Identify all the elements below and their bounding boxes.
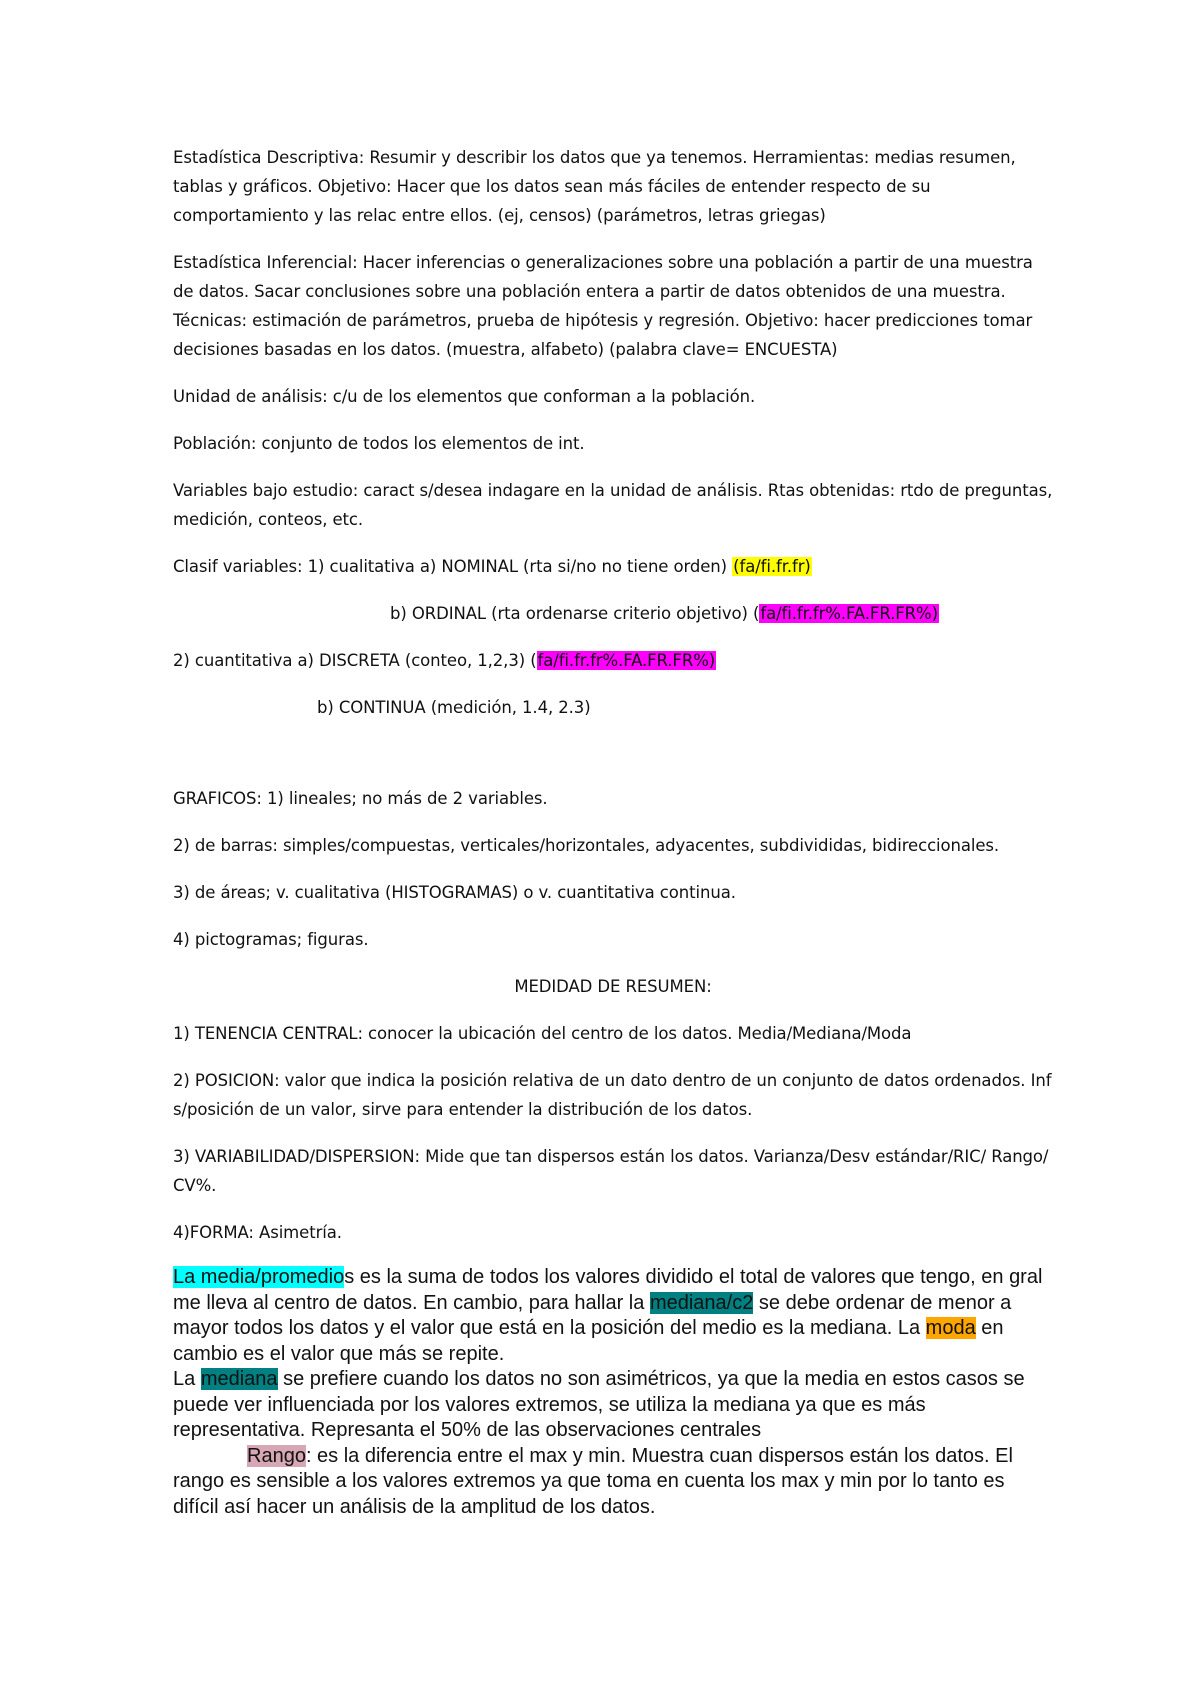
blank-spacer — [173, 740, 1053, 784]
final-text-6: : es la diferencia entre el max y min. Muestra cuan dispersos están los datos. El rango es sensible a los valores extremos ya que toma en cuenta los max y min por lo tanto es difícil así hacer un análisis de la amplitud de los datos. — [173, 1444, 1013, 1518]
paragraph-variables: Variables bajo estudio: caract s/desea indagare en la unidad de análisis. Rtas obtenidas: rtdo de preguntas, medición, conteos, etc. — [173, 481, 1053, 529]
graficos-lineales: GRAFICOS: 1) lineales; no más de 2 variables. — [173, 789, 548, 808]
highlight-mediana: mediana — [200, 1368, 278, 1390]
graficos-barras: 2) de barras: simples/compuestas, verticales/horizontales, adyacentes, subdivididas, bidireccionales. — [173, 836, 1000, 855]
final-notes-block — [173, 1265, 1053, 1520]
document-body — [173, 143, 1053, 1520]
final-text-1: s es la suma de todos los valores dividido el total de valores que tengo, en gral me lleva al centro de datos. En cambio, para hallar la — [173, 1266, 1043, 1314]
highlight-moda: moda — [925, 1317, 976, 1339]
medida-variabilidad: 3) VARIABILIDAD/DISPERSION: Mide que tan dispersos están los datos. Varianza/Desv estándar/RIC/ Rango/ CV%. — [173, 1147, 1049, 1195]
final-text-5: se prefiere cuando los datos no son asimétricos, ya que la media en estos casos se puede ver influenciada por los valores extremos, se utiliza la mediana ya que es más representativa. Represanta el 50% de las observaciones centrales — [173, 1368, 1025, 1441]
paragraph-poblacion: Población: conjunto de todos los elementos de int. — [173, 434, 585, 453]
final-text-4: La — [173, 1368, 201, 1390]
paragraph-estadistica-descriptiva: Estadística Descriptiva: Resumir y describir los datos que ya tenemos. Herramientas: medias resumen, tablas y gráficos. Objetivo: Hacer que los datos sean más fáciles de entender respecto de su comportamiento y las relac entre ellos. (ej, censos) (parámetros, letras griegas) — [173, 148, 1016, 225]
highlight-ordinal-formula: fa/fi.fr.fr%.FA.FR.FR%) — [760, 604, 938, 623]
highlight-media-promedio: La media/promedio — [173, 1266, 345, 1288]
graficos-pictogramas: 4) pictogramas; figuras. — [173, 930, 369, 949]
medidas-heading: MEDIDAD DE RESUMEN: — [514, 977, 712, 996]
final-paragraph-mediana — [173, 1367, 1053, 1444]
medida-posicion: 2) POSICION: valor que indica la posición relativa de un dato dentro de un conjunto de datos ordenados. Inf s/posición de un valor, sirve para entender la distribución de los datos. — [173, 1071, 1052, 1119]
clasif-nominal-text: Clasif variables: 1) cualitativa a) NOMINAL (rta si/no no tiene orden) — [173, 557, 733, 576]
clasif-line-nominal — [173, 552, 1053, 581]
clasif-discreta-text: 2) cuantitativa a) DISCRETA (conteo, 1,2,3) ( — [173, 651, 537, 670]
clasif-line-ordinal — [173, 599, 1053, 628]
highlight-mediana-c2: mediana/c2 — [649, 1291, 754, 1314]
paragraph-unidad-analisis: Unidad de análisis: c/u de los elementos que conforman a la población. — [173, 387, 756, 406]
highlight-nominal-formula: (fa/fi.fr.fr) — [733, 557, 811, 576]
final-text-2: se debe ordenar de menor a mayor todos los datos y el valor que está en la posición del medio es la mediana. La — [173, 1291, 1012, 1339]
clasif-line-continua: b) CONTINUA (medición, 1.4, 2.3) — [317, 698, 591, 717]
final-paragraph-rango — [173, 1444, 1053, 1521]
highlight-rango: Rango — [247, 1444, 306, 1467]
final-text-3: en cambio es el valor que más se repite. — [173, 1317, 1004, 1365]
clasif-line-discreta — [173, 646, 1053, 675]
highlight-discreta-formula: fa/fi.fr.fr%.FA.FR.FR%) — [537, 651, 716, 670]
graficos-areas: 3) de áreas; v. cualitativa (HISTOGRAMAS) o v. cuantitativa continua. — [173, 883, 736, 902]
clasif-ordinal-text: b) ORDINAL (rta ordenarse criterio objetivo) ( — [390, 604, 760, 623]
medida-forma: 4)FORMA: Asimetría. — [173, 1223, 342, 1242]
final-paragraph-media — [173, 1265, 1053, 1367]
paragraph-estadistica-inferencial: Estadística Inferencial: Hacer inferencias o generalizaciones sobre una población a partir de una muestra de datos. Sacar conclusiones sobre una población entera a partir de datos obtenidos de una muestra. Técnicas: estimación de parámetros, prueba de hipótesis y regresión. Objetivo: hacer predicciones tomar decisiones basadas en los datos. (muestra, alfabeto) (palabra clave= ENCUESTA) — [173, 253, 1033, 359]
medida-tendencia-central: 1) TENENCIA CENTRAL: conocer la ubicación del centro de los datos. Media/Mediana/Moda — [173, 1024, 912, 1043]
